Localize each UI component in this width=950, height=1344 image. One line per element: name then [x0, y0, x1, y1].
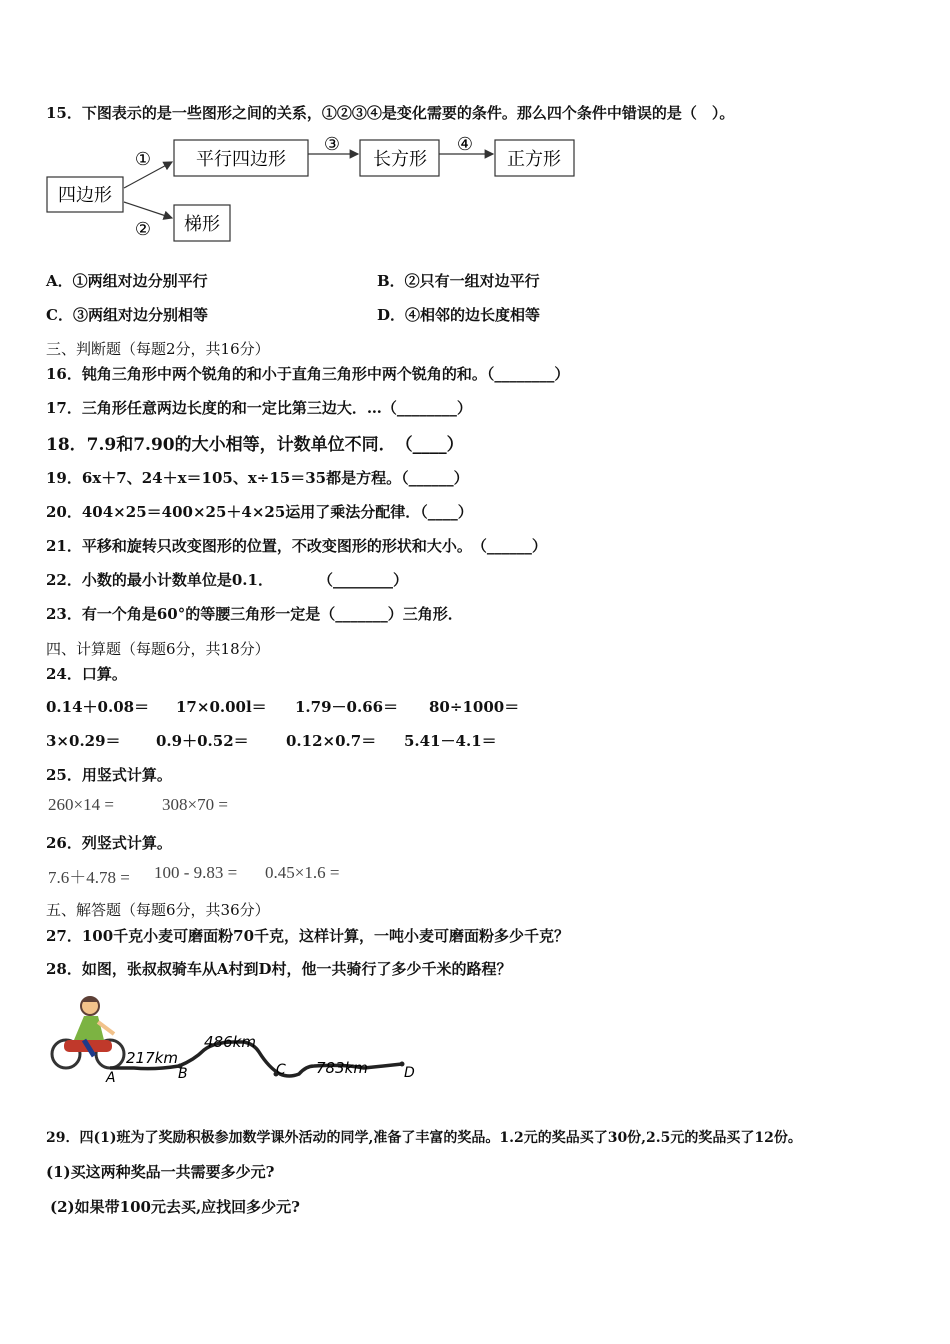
- distance-cd-label: 783km: [316, 1059, 368, 1077]
- vertical-calc-item: 308×70 =: [162, 795, 228, 814]
- cyclist-illustration: [52, 997, 124, 1068]
- condition-2-label: ②: [134, 219, 152, 240]
- question-16: 16．钝角三角形中两个锐角的和小于直角三角形中两个锐角的和。（________）: [46, 365, 570, 383]
- svg-text:正方形: 正方形: [507, 149, 561, 170]
- point-b-label: B: [178, 1066, 188, 1082]
- arrow-2: [124, 202, 172, 218]
- option-d[interactable]: D．④相邻的边长度相等: [377, 306, 541, 324]
- question-27: 27．100千克小麦可磨面粉70千克，这样计算，一吨小麦可磨面粉多少千克？: [46, 927, 570, 945]
- oral-calc-item: 0.9＋0.52＝: [156, 732, 249, 750]
- question-19: 19．6x＋7、24＋x＝105、x÷15＝35都是方程。（______）: [46, 469, 469, 487]
- oral-calc-item: 3×0.29＝: [46, 732, 121, 750]
- question-24-title: 24．口算。: [46, 665, 127, 683]
- oral-calc-item: 0.12×0.7＝: [286, 732, 377, 750]
- oral-calc-item: 5.41－4.1＝: [404, 732, 497, 750]
- vertical-calc-item: 260×14 =: [48, 795, 114, 814]
- option-b[interactable]: B．②只有一组对边平行: [377, 272, 540, 290]
- vertical-calc-item: 0.45×1.6 =: [265, 863, 340, 882]
- option-a[interactable]: A．①两组对边分别平行: [46, 272, 208, 290]
- condition-1-label: ①: [134, 149, 152, 170]
- distance-bc-label: 486km: [204, 1033, 256, 1051]
- oral-calc-item: 80÷1000＝: [429, 698, 520, 716]
- box-parallelogram: [174, 140, 308, 176]
- svg-text:平行四边形: 平行四边形: [196, 149, 286, 170]
- box-square: [495, 140, 574, 176]
- option-c[interactable]: C．③两组对边分别相等: [46, 306, 208, 324]
- section-3-heading: 三、判断题（每题2分，共16分）: [46, 340, 270, 358]
- distance-ab-label: 217km: [126, 1049, 178, 1067]
- svg-text:梯形: 梯形: [184, 214, 220, 235]
- box-rectangle: [360, 140, 439, 176]
- box-quadrilateral: [47, 177, 123, 212]
- question-26-title: 26．列竖式计算。: [46, 834, 172, 852]
- vertical-calc-item: 7.6＋4.78 =: [48, 868, 130, 887]
- question-15: 15．下图表示的是一些图形之间的关系，①②③④是变化需要的条件。那么四个条件中错误的是（ ）。: [46, 104, 735, 122]
- question-18: 18．7.9和7.90的大小相等，计数单位不同． （____）: [46, 435, 464, 455]
- route-diagram: [44, 990, 444, 1090]
- oral-calc-item: 0.14＋0.08＝: [46, 698, 150, 716]
- condition-4-label: ④: [456, 134, 474, 155]
- question-21: 21．平移和旋转只改变图形的位置，不改变图形的形状和大小。 （______）: [46, 537, 547, 555]
- oral-calc-item: 1.79－0.66＝: [295, 698, 399, 716]
- question-22: 22．小数的最小计数单位是0.1． （________）: [46, 571, 408, 589]
- question-23: 23．有一个角是60°的等腰三角形一定是（_______）三角形．: [46, 605, 463, 623]
- point-c-label: C: [276, 1062, 286, 1078]
- question-29-part-2: (2)如果带100元去买,应找回多少元?: [50, 1198, 300, 1216]
- oral-calc-item: 17×0.00l＝: [176, 698, 267, 716]
- question-17: 17．三角形任意两边长度的和一定比第三边大．…（________）: [46, 399, 472, 417]
- point-a-label: A: [106, 1070, 116, 1086]
- box-trapezoid: [174, 205, 230, 241]
- question-29: 29．四(1)班为了奖励积极参加数学课外活动的同学,准备了丰富的奖品。1.2元的奖品买了30份,2.5元的奖品买了12份。: [46, 1130, 802, 1146]
- section-5-heading: 五、解答题（每题6分，共36分）: [46, 901, 270, 919]
- section-4-heading: 四、计算题（每题6分，共18分）: [46, 640, 270, 658]
- question-25-title: 25．用竖式计算。: [46, 766, 172, 784]
- question-20: 20．404×25＝400×25＋4×25运用了乘法分配律．（____）: [46, 503, 473, 521]
- condition-3-label: ③: [323, 134, 341, 155]
- svg-text:四边形: 四边形: [58, 185, 112, 206]
- vertical-calc-item: 100 - 9.83 =: [154, 863, 238, 882]
- question-28: 28．如图，张叔叔骑车从A村到D村，他一共骑行了多少千米的路程？: [46, 960, 512, 978]
- point-d-label: D: [404, 1065, 415, 1081]
- shape-relation-diagram: [40, 132, 600, 252]
- question-29-part-1: (1)买这两种奖品一共需要多少元?: [46, 1163, 275, 1181]
- svg-text:长方形: 长方形: [373, 149, 427, 170]
